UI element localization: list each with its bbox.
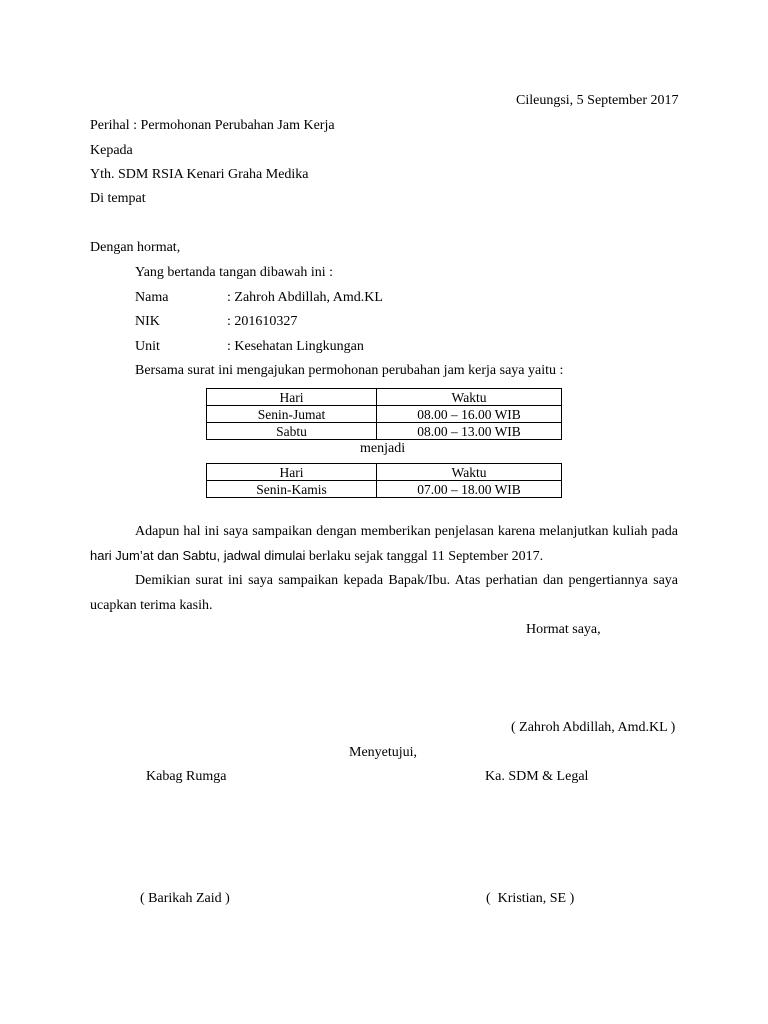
recipient-line-1: Kepada — [90, 143, 133, 158]
table-cell: 08.00 – 13.00 WIB — [377, 423, 562, 440]
field-label: Unit — [135, 339, 160, 354]
paragraph-1-line-2-part-a: hari Jum’at dan Sabtu, jadwal dimulai — [90, 548, 306, 563]
table-connector-text: menjadi — [360, 441, 406, 456]
recipient-line-2: Yth. SDM RSIA Kenari Graha Medika — [90, 167, 309, 182]
table-cell: 08.00 – 16.00 WIB — [377, 406, 562, 423]
table-cell: Sabtu — [207, 423, 377, 440]
field-label: NIK — [135, 314, 160, 329]
paragraph-1-line-1: Adapun hal ini saya sampaikan dengan memberikan penjelasan karena melanjutkan kuliah pada — [135, 524, 678, 539]
place-date: Cileungsi, 5 September 2017 — [516, 93, 679, 108]
table-header-row — [207, 389, 562, 406]
approver-left-name: ( Barikah Zaid ) — [140, 891, 230, 906]
approver-left-title: Kabag Rumga — [146, 769, 227, 784]
table-header-cell: Waktu — [377, 389, 562, 406]
field-value: : Kesehatan Lingkungan — [227, 339, 364, 354]
subject-line: Perihal : Permohonan Perubahan Jam Kerja — [90, 118, 335, 133]
field-value: : Zahroh Abdillah, Amd.KL — [227, 290, 383, 305]
table-row — [207, 423, 562, 440]
approver-right-title: Ka. SDM & Legal — [485, 769, 589, 784]
table-cell: 07.00 – 18.00 WIB — [377, 481, 562, 498]
approver-right-name: ( Kristian, SE ) — [486, 891, 575, 906]
request-line: Bersama surat ini mengajukan permohonan perubahan jam kerja saya yaitu : — [135, 363, 564, 378]
approval-heading: Menyetujui, — [349, 745, 418, 760]
table-header-cell: Waktu — [377, 464, 562, 481]
field-value: : 201610327 — [227, 314, 298, 329]
intro-line: Yang bertanda tangan dibawah ini : — [135, 265, 334, 280]
field-label: Nama — [135, 290, 169, 305]
table-cell: Senin-Jumat — [207, 406, 377, 423]
schedule-table-old — [206, 388, 562, 440]
paragraph-1-line-2 — [90, 548, 543, 565]
table-cell: Senin-Kamis — [207, 481, 377, 498]
sender-signature-name: ( Zahroh Abdillah, Amd.KL ) — [511, 720, 676, 735]
greeting: Dengan hormat, — [90, 240, 181, 255]
schedule-table-new — [206, 463, 562, 498]
table-row — [207, 481, 562, 498]
table-header-row — [207, 464, 562, 481]
paragraph-2-line-1: Demikian surat ini saya sampaikan kepada Bapak/Ibu. Atas perhatian dan pengertiannya saya — [135, 573, 678, 588]
table-header-cell: Hari — [207, 464, 377, 481]
closing: Hormat saya, — [526, 622, 601, 637]
paragraph-2-line-2: ucapkan terima kasih. — [90, 598, 213, 613]
paragraph-1-line-2-part-b: berlaku sejak tanggal 11 September 2017. — [308, 549, 544, 564]
table-header-cell: Hari — [207, 389, 377, 406]
recipient-line-3: Di tempat — [90, 191, 146, 206]
table-row — [207, 406, 562, 423]
